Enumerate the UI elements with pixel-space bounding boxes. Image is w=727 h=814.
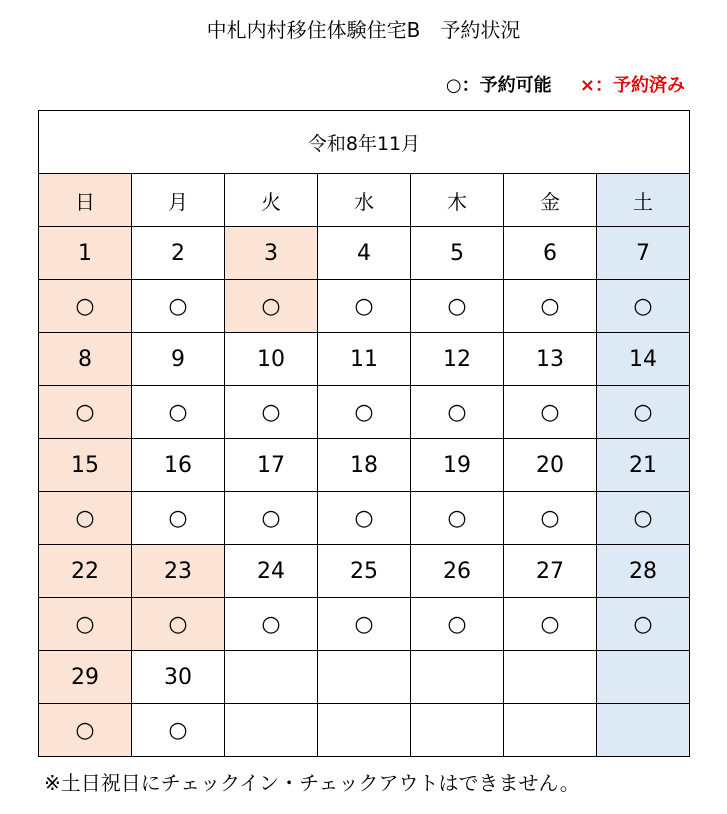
date-cell: 17: [225, 439, 318, 492]
availability-mark: ○: [504, 280, 597, 333]
availability-mark: ○: [597, 280, 690, 333]
availability-mark: ○: [504, 598, 597, 651]
date-cell: 14: [597, 333, 690, 386]
availability-mark: ○: [39, 492, 132, 545]
availability-mark: ○: [411, 280, 504, 333]
date-cell: 20: [504, 439, 597, 492]
date-cell: 29: [39, 651, 132, 704]
checkin-note: ※土日祝日にチェックイン・チェックアウトはできません。: [44, 771, 580, 795]
date-cell: 8: [39, 333, 132, 386]
date-cell: 1: [39, 227, 132, 280]
date-cell: 21: [597, 439, 690, 492]
weekday-sun: 日: [39, 174, 132, 227]
date-cell: 22: [39, 545, 132, 598]
empty-cell: [411, 704, 504, 757]
date-cell: 18: [318, 439, 411, 492]
month-label: 令和8年11月: [39, 111, 690, 174]
date-cell: 12: [411, 333, 504, 386]
weekday-fri: 金: [504, 174, 597, 227]
availability-mark: ○: [504, 492, 597, 545]
availability-mark: ○: [39, 598, 132, 651]
availability-mark: ○: [411, 386, 504, 439]
month-row: [39, 111, 690, 174]
empty-cell: [318, 704, 411, 757]
availability-mark: ○: [132, 704, 225, 757]
date-cell: 23: [132, 545, 225, 598]
weekday-mon: 月: [132, 174, 225, 227]
date-row: [39, 439, 690, 492]
availability-row: [39, 598, 690, 651]
date-cell: 13: [504, 333, 597, 386]
availability-mark: ○: [411, 492, 504, 545]
date-cell: 10: [225, 333, 318, 386]
date-cell: 7: [597, 227, 690, 280]
calendar-table: [38, 110, 690, 757]
availability-mark: ○: [597, 598, 690, 651]
availability-mark: ○: [39, 280, 132, 333]
date-cell: 11: [318, 333, 411, 386]
date-cell: 27: [504, 545, 597, 598]
availability-row: [39, 386, 690, 439]
availability-mark: ○: [318, 280, 411, 333]
empty-cell: [318, 651, 411, 704]
availability-row: [39, 704, 690, 757]
empty-cell: [597, 704, 690, 757]
legend: [446, 71, 685, 97]
availability-mark: ○: [132, 386, 225, 439]
weekday-thu: 木: [411, 174, 504, 227]
availability-mark: ○: [225, 280, 318, 333]
empty-cell: [411, 651, 504, 704]
availability-mark: ○: [132, 280, 225, 333]
date-cell: 25: [318, 545, 411, 598]
date-cell: 3: [225, 227, 318, 280]
availability-mark: ○: [225, 386, 318, 439]
date-cell: 6: [504, 227, 597, 280]
empty-cell: [225, 704, 318, 757]
date-cell: 28: [597, 545, 690, 598]
date-cell: 24: [225, 545, 318, 598]
availability-mark: ○: [39, 386, 132, 439]
weekday-sat: 土: [597, 174, 690, 227]
legend-booked: ×：予約済み: [579, 75, 685, 96]
availability-row: [39, 280, 690, 333]
availability-mark: ○: [411, 598, 504, 651]
availability-mark: ○: [597, 386, 690, 439]
availability-mark: ○: [318, 492, 411, 545]
availability-mark: ○: [597, 492, 690, 545]
availability-mark: ○: [132, 598, 225, 651]
empty-cell: [504, 651, 597, 704]
date-row: [39, 333, 690, 386]
empty-cell: [597, 651, 690, 704]
availability-mark: ○: [225, 492, 318, 545]
date-cell: 9: [132, 333, 225, 386]
legend-available: ○：予約可能: [445, 75, 552, 96]
date-cell: 4: [318, 227, 411, 280]
date-cell: 26: [411, 545, 504, 598]
availability-mark: ○: [318, 386, 411, 439]
empty-cell: [225, 651, 318, 704]
availability-mark: ○: [39, 704, 132, 757]
date-cell: 5: [411, 227, 504, 280]
page-title: 中札内村移住体験住宅B 予約状況: [206, 18, 521, 42]
date-row: [39, 227, 690, 280]
availability-mark: ○: [132, 492, 225, 545]
date-cell: 19: [411, 439, 504, 492]
calendar-weeks: [39, 227, 690, 757]
weekday-tue: 火: [225, 174, 318, 227]
date-cell: 16: [132, 439, 225, 492]
date-row: [39, 651, 690, 704]
date-cell: 2: [132, 227, 225, 280]
date-cell: 15: [39, 439, 132, 492]
availability-row: [39, 492, 690, 545]
availability-mark: ○: [318, 598, 411, 651]
date-row: [39, 545, 690, 598]
availability-mark: ○: [504, 386, 597, 439]
empty-cell: [504, 704, 597, 757]
weekday-wed: 水: [318, 174, 411, 227]
date-cell: 30: [132, 651, 225, 704]
weekday-header-row: [39, 174, 690, 227]
availability-mark: ○: [225, 598, 318, 651]
